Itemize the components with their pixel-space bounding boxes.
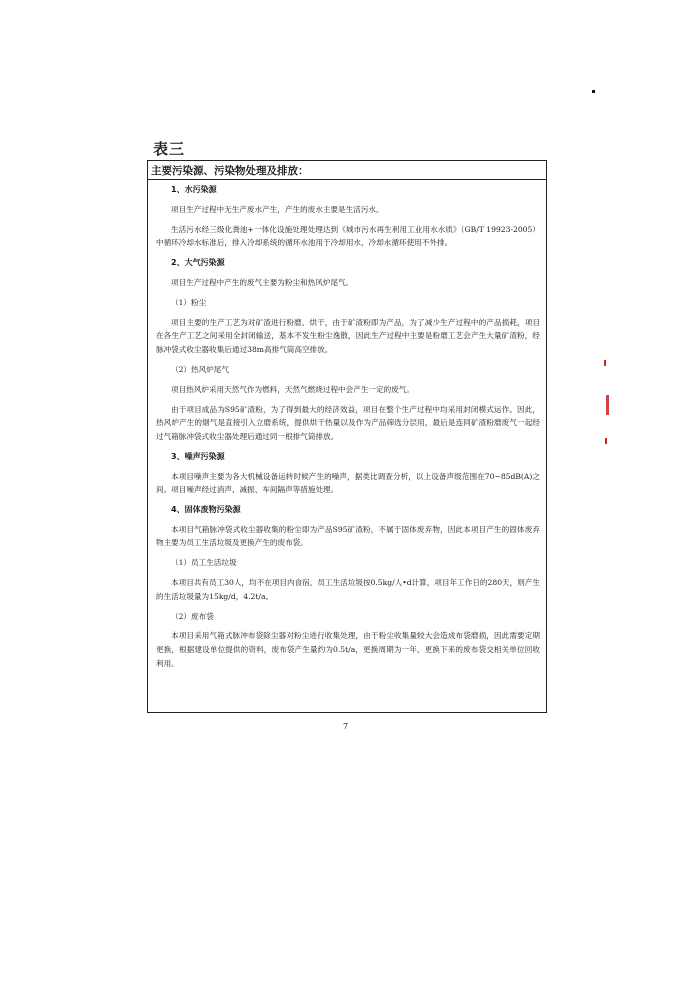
subsection-label: （1）员工生活垃圾 bbox=[171, 558, 237, 568]
box-title: 主要污染源、污染物处理及排放： bbox=[151, 165, 309, 177]
paragraph: 本项目共有员工30人，均不在项目内食宿，员工生活垃圾按0.5kg/人•d计算，项目年工作日的280天，则产生的生活垃圾量为15kg/d，4.2t/a。 bbox=[156, 578, 540, 601]
paragraph: 本项目气箱脉冲袋式收尘器收集的粉尘即为产品S95矿渣粉，不属于固体废弃物，因此本项目产生的固体废弃物主要为员工生活垃圾及更换产生的废布袋。 bbox=[156, 524, 540, 548]
title-divider bbox=[148, 179, 546, 180]
section-heading: 3、噪声污染源 bbox=[171, 451, 225, 461]
paragraph: 项目生产过程中产生的废气主要为粉尘和热风炉尾气。 bbox=[171, 277, 354, 287]
red-scan-mark bbox=[605, 438, 607, 444]
subsection-label: （2）废布袋 bbox=[171, 611, 214, 621]
table-label: 表三 bbox=[153, 140, 186, 158]
paragraph: 由于项目成品为S95矿渣粉，为了得到最大的经济效益，项目在整个生产过程中均采用封闭模式运作。因此，热风炉产生的烟气是直接引入立磨系统，提供烘干热量以及作为产品筛选分层用，最后是连同矿渣粉磨废气一起经过气箱脉冲袋式收尘器处理后通过同一根排气筒排放。 bbox=[156, 404, 540, 441]
paragraph: 项目主要的生产工艺为对矿渣进行粉磨、烘干，由于矿渣粉即为产品，为了减少生产过程中的产品损耗，项目在各生产工艺之间采用全封闭输送，基本不发生粉尘逸散，因此生产过程中主要是粉磨工艺会产生大量矿渣粉，经脉冲袋式收尘器收集后通过38m高排气筒高空排放。 bbox=[156, 317, 540, 354]
page-number: 7 bbox=[343, 722, 349, 731]
red-scan-mark bbox=[606, 395, 609, 415]
scan-speck bbox=[592, 90, 595, 93]
pollution-sources-box bbox=[147, 160, 547, 713]
paragraph: 项目热风炉采用天然气作为燃料，天然气燃烧过程中会产生一定的废气。 bbox=[171, 384, 414, 394]
paragraph: 本项目采用气箱式脉冲布袋除尘器对粉尘进行收集处理，由于粉尘收集量较大会造成布袋磨损，因此需要定期更换，根据建设单位提供的资料，废布袋产生量约为0.5t/a，更换周期为一年，更换下来的废布袋交相关单位回收利用。 bbox=[156, 631, 540, 668]
box-content bbox=[156, 183, 540, 677]
subsection-label: （2）热风炉尾气 bbox=[171, 364, 229, 374]
paragraph: 本项目噪声主要为各大机械设备运转时候产生的噪声，据类比调查分析，以上设备声级范围在70~85dB(A)之间。项目噪声经过消声、减振、车间隔声等措施处理。 bbox=[156, 471, 540, 495]
section-heading: 1、水污染源 bbox=[171, 185, 217, 194]
red-scan-mark bbox=[604, 360, 606, 366]
paragraph: 生活污水经三级化粪池+一体化设施处理处理达到《城市污水再生利用工业用水水质》（GB/T 19923-2005）中循环冷却水标准后，排入冷却系统的循环水池用于冷却用水，冷却水循环使用不外排。 bbox=[156, 224, 540, 248]
paragraph: 项目生产过程中无生产废水产生，产生的废水主要是生活污水。 bbox=[171, 204, 384, 214]
section-heading: 4、固体废物污染源 bbox=[171, 505, 241, 515]
subsection-label: （1）粉尘 bbox=[171, 298, 207, 308]
section-heading: 2、大气污染源 bbox=[171, 258, 225, 268]
